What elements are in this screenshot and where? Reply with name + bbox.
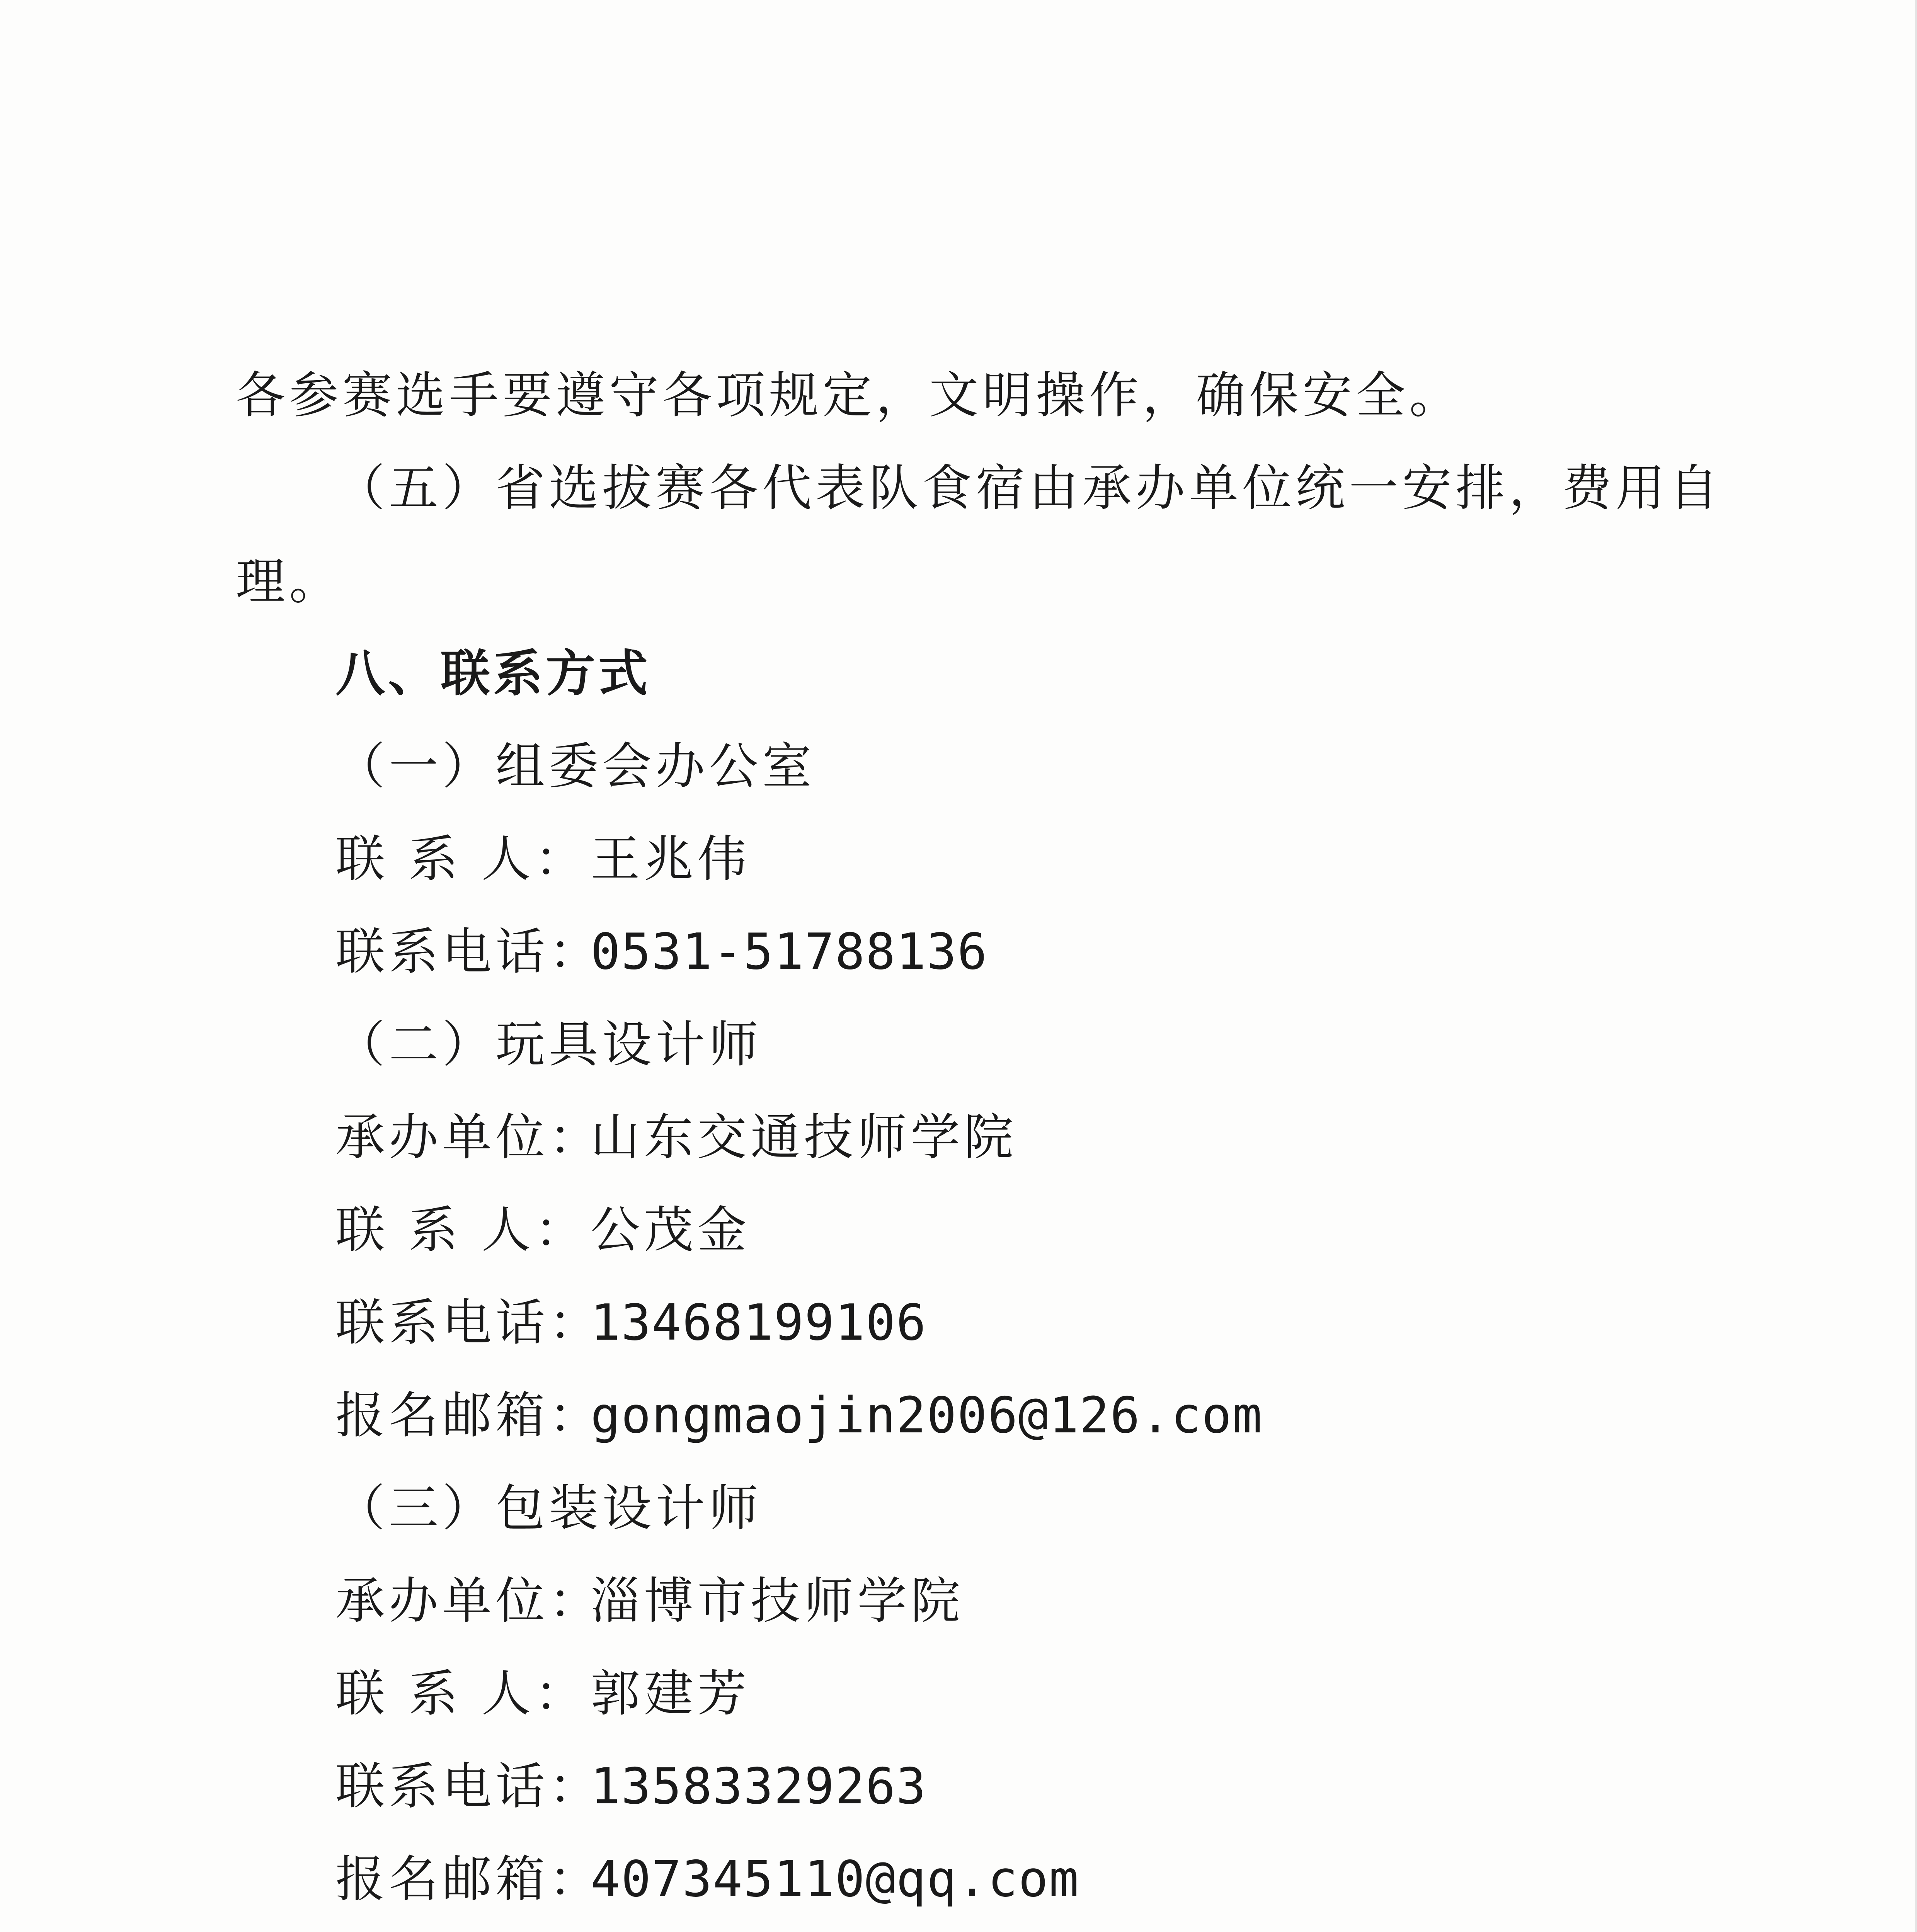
- page-edge-shadow: [1915, 0, 1917, 1932]
- host-organization-label: 承办单位：: [335, 1109, 603, 1166]
- contact-group-title: （一）组委会办公室: [335, 738, 816, 795]
- contact-person-value: 郭建芳: [591, 1665, 751, 1723]
- host-organization-row: [335, 1572, 964, 1630]
- contact-phone-row: [335, 1758, 927, 1815]
- contact-group-title: （二）玩具设计师: [335, 1016, 763, 1073]
- contact-phone-value: 0531-51788136: [591, 923, 988, 981]
- contact-phone-value: 13468199106: [591, 1294, 927, 1352]
- host-organization-value: 淄博市技师学院: [591, 1572, 964, 1630]
- contact-person-row: [335, 830, 751, 888]
- registration-email-label: 报名邮箱：: [335, 1850, 603, 1908]
- host-organization-label: 承办单位：: [335, 1572, 603, 1630]
- paragraph-accommodation-line2: 理。: [236, 553, 343, 611]
- contact-person-value: 王兆伟: [591, 830, 751, 888]
- contact-phone-row: [335, 1294, 927, 1352]
- section-heading-contact: 八、联系方式: [335, 645, 651, 702]
- contact-person-row: [335, 1201, 751, 1259]
- contact-phone-label: 联系电话：: [335, 1294, 603, 1352]
- registration-email-row: [335, 1387, 1263, 1444]
- contact-phone-value: 13583329263: [591, 1758, 927, 1815]
- contact-person-value: 公茂金: [591, 1201, 751, 1259]
- host-organization-value: 山东交通技师学院: [591, 1109, 1018, 1166]
- contact-person-row: [335, 1665, 751, 1723]
- contact-phone-row: [335, 923, 988, 981]
- host-organization-row: [335, 1109, 1018, 1166]
- registration-email-row: [335, 1850, 1079, 1908]
- contact-person-label: 联 系 人：: [335, 1201, 588, 1259]
- contact-phone-label: 联系电话：: [335, 1758, 603, 1815]
- paragraph-accommodation-line1: （五）省选拔赛各代表队食宿由承办单位统一安排，费用自: [335, 459, 1723, 517]
- registration-email-label: 报名邮箱：: [335, 1387, 603, 1444]
- registration-email-value: 407345110@qq.com: [591, 1850, 1079, 1908]
- contact-person-label: 联 系 人：: [335, 830, 588, 888]
- contact-person-label: 联 系 人：: [335, 1665, 588, 1723]
- contact-phone-label: 联系电话：: [335, 923, 603, 981]
- registration-email-value: gongmaojin2006@126.com: [591, 1387, 1263, 1444]
- contact-group-title: （三）包装设计师: [335, 1480, 763, 1537]
- paragraph-safety: 各参赛选手要遵守各项规定，文明操作，确保安全。: [236, 367, 1463, 424]
